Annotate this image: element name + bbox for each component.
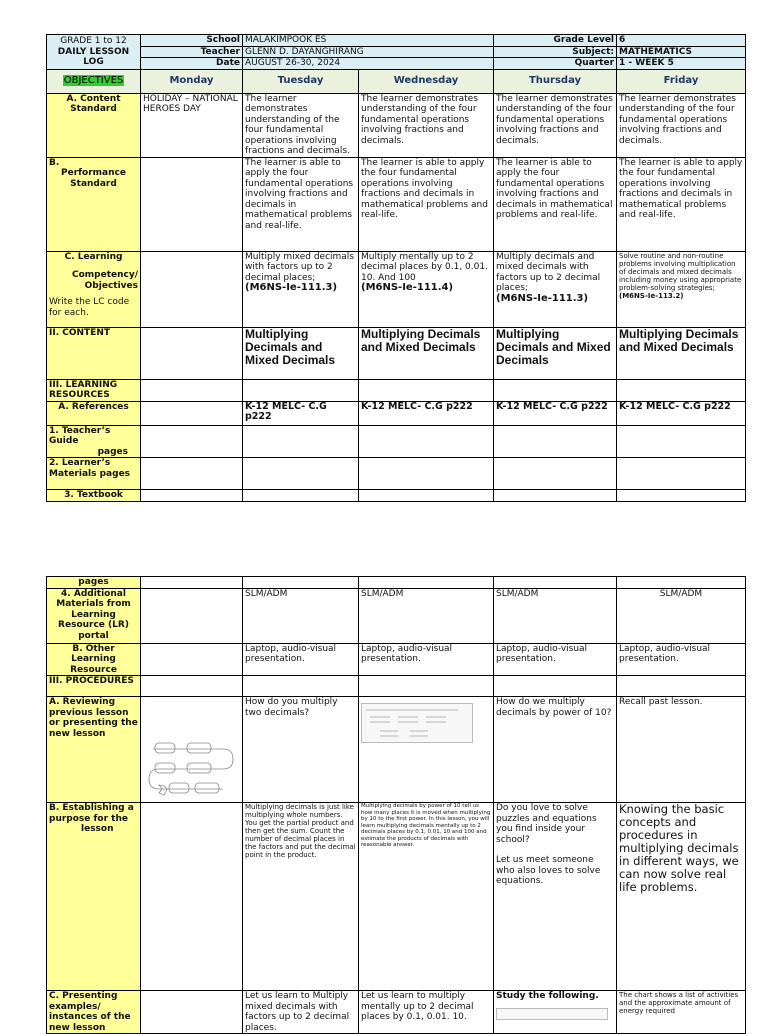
lc-tuesday-text: Multiply mixed decimals with factors up to 2 decimal places; [245,251,354,283]
other-wednesday: Laptop, audio-visual presentation. [359,643,494,676]
performance-standard-b: B. [49,157,60,168]
other-friday: Laptop, audio-visual presentation. [617,643,746,676]
subject-value: MATHEMATICS [617,46,746,58]
header-log-title: DAILY LESSON LOG [57,46,130,67]
header-grades: GRADE 1 to 12 [60,36,127,46]
dll-table-page2 [46,576,746,1034]
lc-competency: Competency/ Objectives [71,270,138,291]
content-wednesday: Multiplying Decimals and Mixed Decimals [359,327,494,379]
day-tuesday: Tuesday [243,69,359,93]
learning-competency-label [47,251,141,327]
content-tuesday: Multiplying Decimals and Mixed Decimals [243,327,359,379]
textbook-label: 3. Textbook [47,490,141,502]
presenting-thursday-image [496,1008,608,1020]
lc-thursday-text: Multiply decimals and mixed decimals with factors up to 2 decimal places; [496,251,601,293]
objectives-header [47,69,141,93]
day-wednesday: Wednesday [359,69,494,93]
establishing-tuesday: Multiplying decimals is just like multiplying whole numbers. You get the partial product and then get the sum. Count the number of decimal places in the factors and put the decimal point in the product. [243,803,359,991]
content-label: II. CONTENT [47,327,141,379]
dll-table-page1 [46,34,746,502]
day-monday: Monday [141,69,243,93]
lc-note: Write the LC code for each. [49,297,130,318]
content-standard-thursday: The learner demonstrates understanding of the four fundamental operations involving fractions and decimals. [494,93,617,157]
grade-level-value: 6 [617,35,746,47]
date-label: Date [141,58,243,70]
presenting-label: C. Presenting examples/ instances of the new lesson [47,991,141,1034]
additional-thursday: SLM/ADM [494,588,617,643]
grade-level-label: Grade Level [494,35,617,47]
worksheet-thumbnail-icon [362,704,472,742]
presenting-friday: The chart shows a list of activities and the approximate amount of energy required [617,991,746,1034]
reviewing-label: A. Reviewing previous lesson or presenting the new lesson [47,697,141,803]
establishing-wednesday: Multiplying decimals by power of 10 tell us how many places it is moved when multiplying by 10 to the first power. In this lesson, you will learn multiplying decimals mentally up to 2 decimals places by 0.1, 0.01, 10 and 100 and estimate the products of decimals with reasonable answer. [359,803,494,991]
establishing-thursday-2: Let us meet someone who also loves to solve equations. [496,855,601,886]
establishing-label [47,803,141,991]
date-value: AUGUST 26-30, 2024 [243,58,494,70]
references-wednesday: K-12 MELC- C.G p222 [359,401,494,425]
establishing-thursday-1: Do you love to solve puzzles and equations you find inside your school? [496,803,597,845]
lc-friday-code: (M6NS-Ie-113.2) [619,291,684,300]
other-resources-label: B. Other Learning Resource [47,643,141,676]
references-tuesday: K-12 MELC- C.G p222 [243,401,359,425]
learners-materials-label: 2. Learner’s Materials pages [47,458,141,490]
additional-tuesday: SLM/ADM [243,588,359,643]
establishing-monday [141,803,243,991]
content-standard-tuesday: The learner demonstrates understanding of the four fundamental operations involving fractions and decimals. [243,93,359,157]
day-friday: Friday [617,69,746,93]
other-thursday: Laptop, audio-visual presentation. [494,643,617,676]
reviewing-thursday: How do we multiply decimals by power of 10? [494,697,617,803]
textbook-pages-label: pages [47,577,141,589]
learning-competency-monday [141,251,243,327]
header-title [47,35,141,70]
additional-materials-label: 4. Additional Materials from Learning Resource (LR) portal [47,588,141,643]
performance-standard-text: Performance Standard [61,168,126,189]
content-standard-friday: The learner demonstrates understanding of the four fundamental operations involving fractions and decimals. [617,93,746,157]
performance-standard-wednesday: The learner is able to apply the four fundamental operations involving fractions and decimals in mathematical problems and real-life. [359,157,494,251]
review-worksheet-image [361,703,473,743]
establishing-thursday [494,803,617,991]
additional-wednesday: SLM/ADM [359,588,494,643]
procedures-label: III. PROCEDURES [47,676,141,697]
references-label: A. References [47,401,141,425]
lc-friday-text: Solve routine and non-routine problems involving multiplication of decimals and mixed decimals including money using appropriate problem-solving strategies; [619,251,742,292]
learning-competency-tuesday [243,251,359,327]
presenting-monday [141,991,243,1034]
references-thursday: K-12 MELC- C.G p222 [494,401,617,425]
lc-title: C. Learning [64,251,123,262]
learning-resources-label: III. LEARNING RESOURCES [47,379,141,401]
school-value: MALAKIMPOOK ES [243,35,494,47]
establishing-label-b: lesson [81,824,114,834]
content-friday: Multiplying Decimals and Mixed Decimals [617,327,746,379]
teacher-label: Teacher [141,46,243,58]
quarter-label: Quarter [494,58,617,70]
reviewing-tuesday: How do you multiply two decimals? [243,697,359,803]
reviewing-friday: Recall past lesson. [617,697,746,803]
lc-thursday-code: (M6NS-Ie-111.3) [496,292,589,304]
learning-competency-thursday [494,251,617,327]
presenting-wednesday: Let us learn to multiply mentally up to 2 decimal places by 0.1, 0.01. 10. [359,991,494,1034]
lc-tuesday-code: (M6NS-Ie-111.3) [245,282,338,293]
additional-friday: SLM/ADM [617,588,746,643]
content-standard-wednesday: The learner demonstrates understanding of the four fundamental operations involving fractions and decimals. [359,93,494,157]
reviewing-wednesday [359,697,494,803]
day-thursday: Thursday [494,69,617,93]
presenting-tuesday: Let us learn to Multiply mixed decimals with factors up to 2 decimal places. [243,991,359,1034]
learning-competency-friday [617,251,746,327]
other-tuesday: Laptop, audio-visual presentation. [243,643,359,676]
teachers-guide-label [47,425,141,458]
content-standard-monday: HOLIDAY – NATIONAL HEROES DAY [141,93,243,157]
performance-standard-monday [141,157,243,251]
teachers-guide-text: 1. Teacher’s Guide [49,425,111,446]
performance-standard-thursday: The learner is able to apply the four fundamental operations involving fractions and decimals in mathematical problems and real-life. [494,157,617,251]
performance-standard-label [47,157,141,251]
lc-wednesday-text: Multiply mentally up to 2 decimal places by 0.1, 0.01. 10. And 100 [361,251,488,283]
school-label: School [141,35,243,47]
reviewing-monday [141,697,243,803]
presenting-thursday-text: Study the following. [496,991,599,1001]
content-standard-label: A. Content Standard [47,93,141,157]
learning-competency-wednesday [359,251,494,327]
review-diagram-icon [143,697,239,797]
objectives-label: OBJECTIVES [63,74,124,86]
teacher-value: GLENN D. DAYANGHIRANG [243,46,494,58]
content-thursday: Multiplying Decimals and Mixed Decimals [494,327,617,379]
performance-standard-tuesday: The learner is able to apply the four fundamental operations involving fractions and decimals in mathematical problems and real-life. [243,157,359,251]
lc-wednesday-code: (M6NS-Ie-111.4) [361,282,454,293]
teachers-guide-pages: pages [97,446,128,457]
establishing-friday: Knowing the basic concepts and procedures in multiplying decimals in different ways, we can now solve real life problems. [617,803,746,991]
content-monday [141,327,243,379]
subject-label: Subject: [494,46,617,58]
quarter-value: 1 - WEEK 5 [617,58,746,70]
presenting-thursday [494,991,617,1034]
establishing-label-a: B. Establishing a purpose for the [49,803,134,824]
references-friday: K-12 MELC- C.G p222 [617,401,746,425]
performance-standard-friday: The learner is able to apply the four fundamental operations involving fractions and decimals in mathematical problems and real-life. [617,157,746,251]
